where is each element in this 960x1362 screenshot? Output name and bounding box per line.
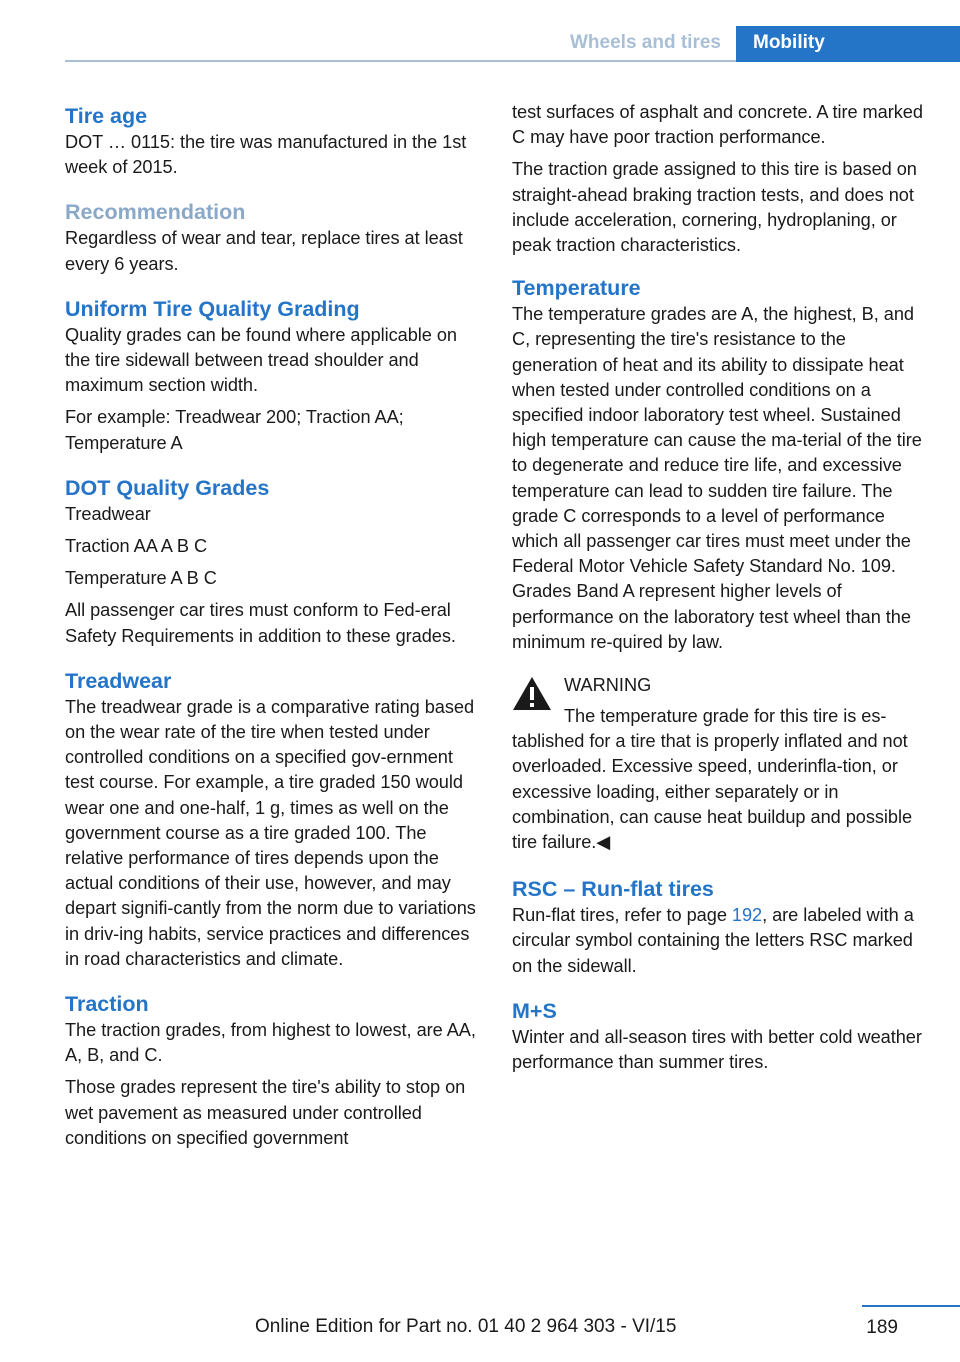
- paragraph: All passenger car tires must conform to Fed-eral Safety Requirements in addition to these grades.: [65, 600, 456, 646]
- paragraph: Quality grades can be found where applicable on the tire sidewall between tread shoulder and maximum section width.: [65, 324, 457, 396]
- warning-body: The temperature grade for this tire is es-tablished for a tire that is properly inflated and not overloaded. Excessive speed, underinfla-tion, or excessive loading, either separately or in combination, can cause heat buildup and possible tire failure.◀: [512, 706, 913, 853]
- section-utqg: [65, 295, 480, 456]
- breadcrumb-section: Wheels and tires: [570, 32, 721, 53]
- heading-traction: Traction: [65, 992, 149, 1017]
- heading-utqg: Uniform Tire Quality Grading: [65, 296, 360, 321]
- heading-rsc: RSC – Run-flat tires: [512, 877, 714, 902]
- warning-icon: [512, 675, 552, 711]
- heading-tire-age: Tire age: [65, 104, 148, 128]
- paragraph: Regardless of wear and tear, replace tires at least every 6 years.: [65, 228, 463, 274]
- right-column: [512, 100, 927, 1093]
- section-treadwear: [65, 667, 480, 972]
- paragraph: Treadwear: [65, 503, 151, 524]
- section-rsc: [512, 875, 927, 979]
- page-link-192[interactable]: 192: [731, 905, 763, 926]
- footer-rule: [862, 1305, 960, 1307]
- warning-box: [512, 673, 927, 855]
- section-recommendation: [65, 198, 480, 276]
- section-temperature: [512, 274, 927, 655]
- paragraph-rsc: [512, 903, 927, 979]
- paragraph: Those grades represent the tire's ability to stop on wet pavement as measured under controlled conditions on specified government: [65, 1077, 466, 1148]
- paragraph: Traction AA A B C: [65, 536, 208, 557]
- rsc-text-after: , are labeled with a circular symbol containing the letters RSC marked on the sidewall.: [512, 905, 914, 976]
- page-number: 189: [866, 1317, 898, 1338]
- left-column: [65, 100, 480, 1169]
- section-ms: [512, 997, 927, 1075]
- rsc-text-before: Run-flat tires, refer to page: [512, 905, 732, 926]
- paragraph: The temperature grades are A, the highest, B, and C, representing the tire's resistance to the generation of heat and its ability to dissipate heat when tested under controlled conditions on a specified indoor laboratory test wheel. Sustained high temperature can cause the ma-terial of the tire to degenerate and reduce tire life, and excessive temperature can lead to sudden tire failure. The grade C corresponds to a level of performance which all passenger car tires must meet under the Federal Motor Vehicle Safety Standard No. 109. Grades Band A represent higher levels of performance on the laboratory test wheel than the minimum re-quired by law.: [512, 304, 922, 652]
- paragraph: The traction grades, from highest to lowest, are AA, A, B, and C.: [65, 1020, 476, 1066]
- paragraph: The traction grade assigned to this tire is based on straight-ahead braking traction tests, and does not include acceleration, cornering, hydroplaning, or peak traction characteristics.: [512, 159, 917, 256]
- breadcrumb-chapter: Mobility: [736, 26, 960, 62]
- heading-treadwear: Treadwear: [65, 668, 172, 693]
- warning-title: WARNING: [564, 675, 652, 696]
- paragraph: The treadwear grade is a comparative rating based on the wear rate of the tire when tested under controlled conditions on a specified gov-ernment test course. For example, a tire graded 150 would wear one and one-half, 1 g, times as well on the government course as a tire graded 100. The relative performance of tires depends upon the actual conditions of their use, however, and may depart signifi-cantly from the norm due to variations in driv-ing habits, service practices and differences in road characteristics and climate.: [65, 696, 476, 969]
- heading-temperature: Temperature: [512, 276, 641, 301]
- paragraph: Winter and all-season tires with better cold weather performance than summer tires.: [512, 1026, 922, 1073]
- heading-dot-grades: DOT Quality Grades: [65, 475, 270, 500]
- paragraph: test surfaces of asphalt and concrete. A tire marked C may have poor traction performance.: [512, 102, 923, 148]
- section-dot-grades: [65, 474, 480, 649]
- paragraph: Temperature A B C: [65, 568, 217, 589]
- heading-recommendation: Recommendation: [65, 200, 246, 225]
- paragraph: DOT … 0115: the tire was manufactured in the 1st week of 2015.: [65, 132, 467, 178]
- section-tire-age: [65, 102, 480, 180]
- heading-ms: M+S: [512, 998, 557, 1023]
- edition-text: Online Edition for Part no. 01 40 2 964 303 - VI/15: [255, 1316, 677, 1337]
- paragraph: For example: Treadwear 200; Traction AA; Temperature A: [65, 407, 404, 453]
- section-traction: [65, 990, 480, 1151]
- section-traction-cont: [512, 100, 927, 258]
